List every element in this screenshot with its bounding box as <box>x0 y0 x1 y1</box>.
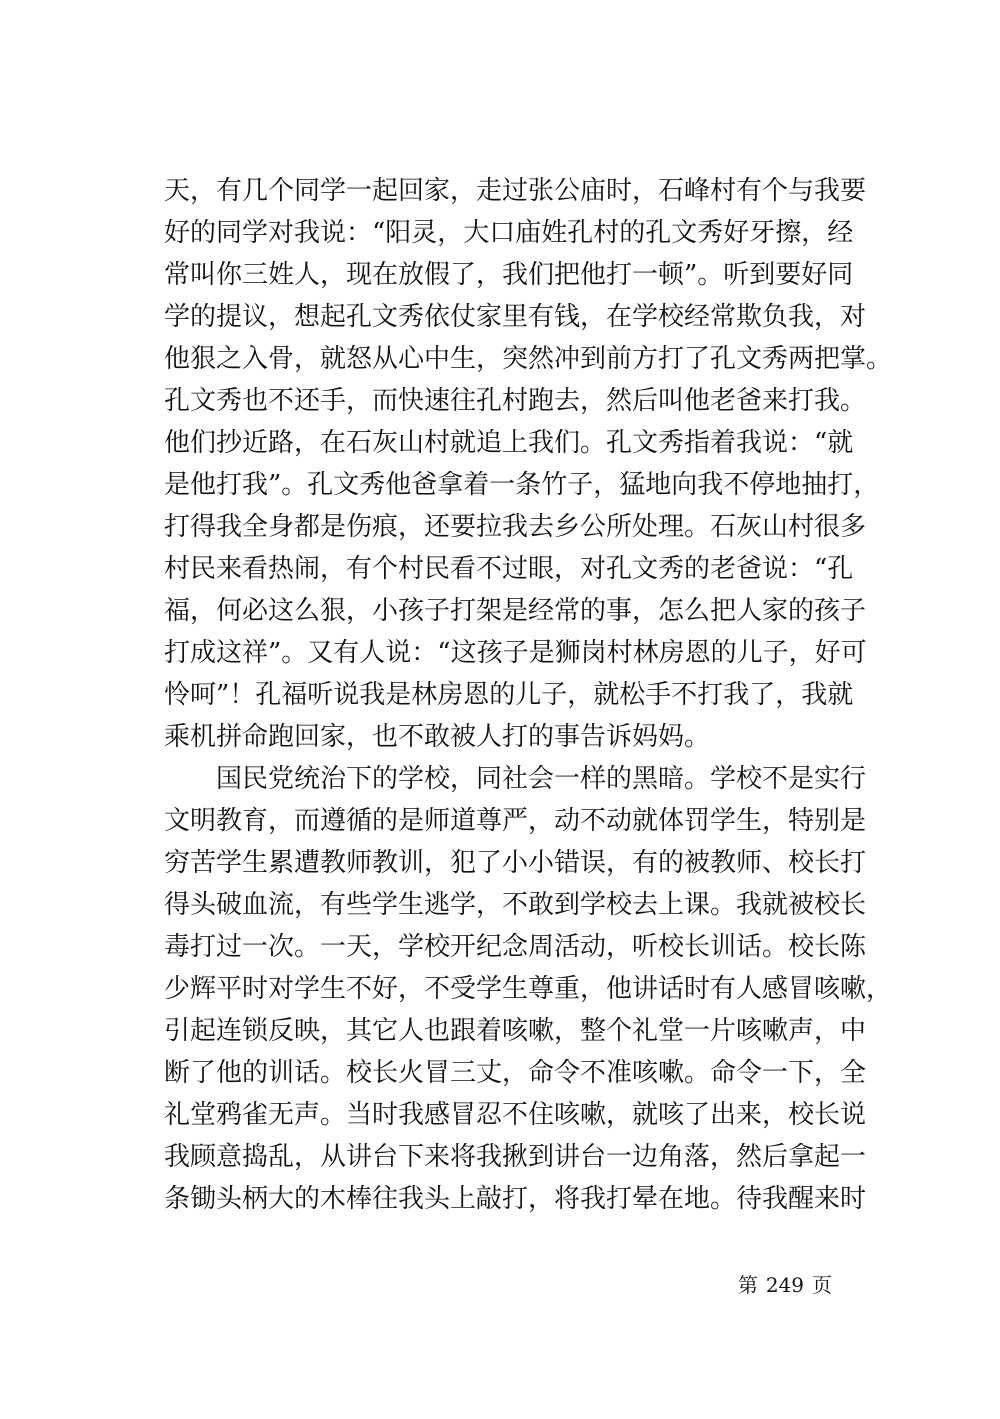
text-line: 打成这祥”。又有人说：“这孩子是狮岗村林房恩的儿子，好可 <box>164 638 867 668</box>
text-line: 乘机拼命跑回家，也不敢被人打的事告诉妈妈。 <box>164 722 711 752</box>
text-line: 穷苦学生累遭教师教训，犯了小小错误，有的被教师、校长打 <box>164 848 867 878</box>
text-line: 条锄头柄大的木棒往我头上敲打，将我打晕在地。待我醒来时 <box>164 1184 867 1214</box>
paragraph-1 <box>164 170 893 758</box>
text-line: 毒打过一次。一天，学校开纪念周活动，听校长训话。校长陈 <box>164 932 867 962</box>
text-line: 打得我全身都是伤痕，还要拉我去乡公所处理。石灰山村很多 <box>164 512 867 542</box>
page-number-suffix: 页 <box>812 1273 832 1297</box>
paragraph-2 <box>164 758 893 1220</box>
text-line: 他狠之入骨，就怒从心中生，突然冲到前方打了孔文秀两把掌。 <box>164 344 893 374</box>
text-line: 是他打我”。孔文秀他爸拿着一条竹子，猛地向我不停地抽打， <box>164 470 880 500</box>
text-line: 我顾意捣乱，从讲台下来将我揪到讲台一边角落，然后拿起一 <box>164 1142 867 1172</box>
text-line: 好的同学对我说：“阳灵，大口庙姓孔村的孔文秀好牙擦，经 <box>164 218 854 248</box>
text-line: 引起连锁反映，其它人也跟着咳嗽，整个礼堂一片咳嗽声，中 <box>164 1016 867 1046</box>
text-line: 怜呵”！孔福听说我是林房恩的儿子，就松手不打我了，我就 <box>164 680 854 710</box>
text-line: 国民党统治下的学校，同社会一样的黑暗。学校不是实行 <box>216 764 867 794</box>
text-line: 少辉平时对学生不好，不受学生尊重，他讲话时有人感冒咳嗽， <box>164 974 893 1004</box>
text-line: 他们抄近路，在石灰山村就追上我们。孔文秀指着我说：“就 <box>164 428 854 458</box>
text-line: 礼堂鸦雀无声。当时我感冒忍不住咳嗽，就咳了出来，校长说 <box>164 1100 867 1130</box>
text-line: 文明教育，而遵循的是师道尊严，动不动就体罚学生，特别是 <box>164 806 867 836</box>
text-line: 村民来看热闹，有个村民看不过眼，对孔文秀的老爸说：“孔 <box>164 554 854 584</box>
page-number-value: 249 <box>765 1273 804 1297</box>
page-number-prefix: 第 <box>737 1273 758 1297</box>
text-line: 孔文秀也不还手，而快速往孔村跑去，然后叫他老爸来打我。 <box>164 386 867 416</box>
text-line: 学的提议，想起孔文秀依仗家里有钱，在学校经常欺负我，对 <box>164 302 867 332</box>
text-line: 天，有几个同学一起回家，走过张公庙时，石峰村有个与我要 <box>164 176 867 206</box>
text-line: 断了他的训话。校长火冒三丈，命令不准咳嗽。命令一下，全 <box>164 1058 867 1088</box>
text-line: 常叫你三姓人，现在放假了，我们把他打一顿”。听到要好同 <box>164 260 854 290</box>
text-line: 福，何必这么狠，小孩子打架是经常的事，怎么把人家的孩子 <box>164 596 867 626</box>
body-text <box>164 170 893 1220</box>
text-line: 得头破血流，有些学生逃学，不敢到学校去上课。我就被校长 <box>164 890 867 920</box>
page-number <box>734 1270 836 1300</box>
